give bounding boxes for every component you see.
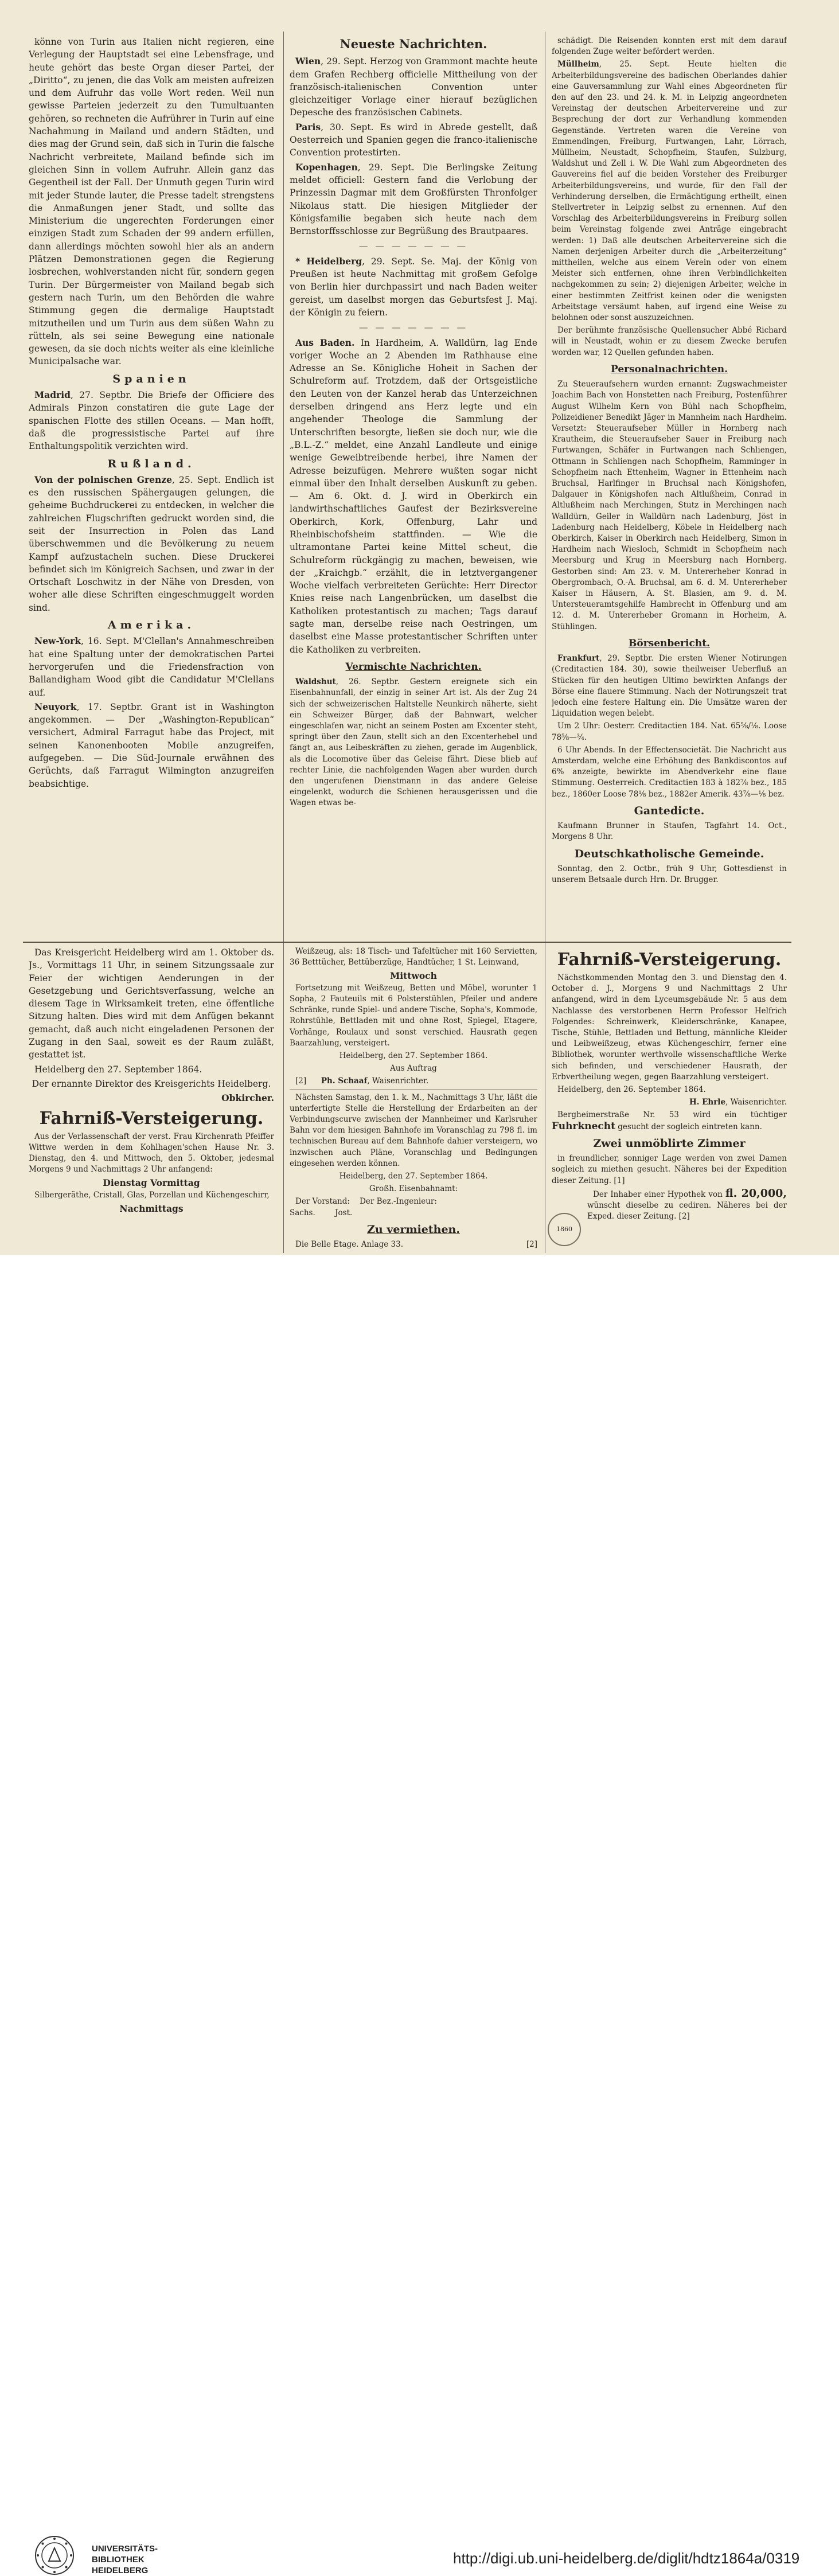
newyork-article-1: New-York, 16. Sept. M'Clellan's Annahmeschreiben hat eine Spaltung unter der demokratischen Partei hervorgerufen und die Friedensfraction von Ballandigham Wood gibt die Candidatur M'Clellans auf. xyxy=(29,635,274,698)
column-1 xyxy=(29,36,274,947)
gemeinde-text: Sonntag, den 2. Octbr., früh 9 Uhr, Gottesdienst in unserem Betsaale durch Hrn. Dr. Brugger. xyxy=(552,864,787,884)
quellensucher-article: Der berühmte französische Quellensucher Abbé Richard will in Neustadt, wohin er zu diesem Zwecke berufen worden war, 12 Quellen gefunden haben. xyxy=(552,326,787,357)
eisenbahn-signatures: Der Vorstand: Der Bez.-Ingenieur: Sachs. Jost. xyxy=(290,1197,437,1217)
kreisgericht-signer: Obkircher. xyxy=(221,1092,274,1104)
column-divider-1 xyxy=(283,32,284,949)
frankfurt-article: Frankfurt, 29. Septbr. Die ersten Wiener Notirungen (Creditactien 184. 30), sowie theilweiser Ueberfluß an Stücken für den heutigen Ultimo bewirkten Anfangs der Börse eine flauere Stimmung. Nach der Notirungszeit trat jedoch eine festere Haltung ein. Die Umsätze waren der Liquidation wegen belebt. xyxy=(552,654,787,719)
dienstag-items: Silbergeräthe, Cristall, Glas, Porzellan und Küchengeschirr, xyxy=(34,1190,270,1200)
column-2 xyxy=(290,36,537,950)
eisenbahn-date: Heidelberg, den 27. September 1864. xyxy=(339,1171,488,1181)
heading-amerika: Amerika. xyxy=(107,619,196,632)
vermiethen-text: Die Belle Etage. Anlage 33. [2] xyxy=(295,1240,537,1250)
heidelberg-article: * Heidelberg, 29. Sept. Se. Maj. der König von Preußen ist heute Nachmittag mit großem Gefolge von Berlin hier durchpassirt und nach Baden weiter gereist, um daselbst morgen das Geburtsfest J. Maj. der Königin zu feiern. xyxy=(290,255,537,318)
heading-gantedicte: Gantedicte. xyxy=(634,804,705,817)
footer xyxy=(0,1255,839,2575)
italy-article: könne von Turin aus Italien nicht regieren, eine Verlegung der Hauptstadt sei eine Lebensfrage, und heute gehört das beste Organ dieser Partei, der „Diritto“, zu jenen, die das Volk am meisten aufreizen und dem Aufruhr das volle Wort reden. Weil nun gewisse Parteien jederzeit zu den Tumultuanten gehören, so rechneten die Aufrührer in Turin auf eine Nachahmung in Mailand und andern Städten, und dies mag der Grund sein, daß sich in Turin die falsche Nachricht verbreitete, Mailand befinde sich im gleichen Sinn in vollem Aufruhr. Allein ganz das Gegentheil ist der Fall. Der Unmuth gegen Turin wird mit jeder Stunde lauter, die Presse tadelt strengstens die Anmaßungen jener Stadt, und sollte das Ministerium die ungerechten Forderungen einer einzigen Stadt zum Schaden der 99 andern erfüllen, dann allerdings möchten sowohl hier als an andern Plätzen Demonstrationen gegen die Regierung losbrechen, wohlverstanden nicht für, sondern gegen Turin. Der Bürgermeister von Mailand begab sich gestern nach Turin, um den Behörden die wahre Stimmung gegen die dermalige Hauptstadt mitzutheilen und um Turin aus dem süßen Wahn zu rütteln, als sei seine Bewegung eine nationale gewesen, da sie doch nichts weiter als eine kleinliche Municipalsache war. xyxy=(29,37,274,367)
heading-personalnachrichten: Personalnachrichten. xyxy=(611,363,728,375)
newyork-article-2: Neuyork, 17. Septbr. Grant ist in Washington angekommen. — Der „Washington-Republican“ versichert, Admiral Farragut habe das Project, mit seinen Kanonenbooten Mobile anzugreifen, aufgegeben. — Die Süd-Journale erwähnen des Gerüchts, daß Farragut Wilmington anzugreifen beabsichtige. xyxy=(29,701,274,789)
coin-stamp: 1860 xyxy=(548,1213,581,1246)
baden-article: Aus Baden. In Hardheim, A. Walldürn, lag Ende voriger Woche an 2 Abenden im Rathhause eine Adresse an Se. Königliche Hoheit in Sachen der Schulreform auf. Trotzdem, daß der Ortsgeistliche den Leuten von der Kanzel herab das Unterzeichnen derselben dringend ans Herz legte und ein angehender Theologe die Sammlung der Unterschriften besorgte, ließen sie doch nur, wie die „B.L.-Z.“ meldet, eine Anzahl Landleute und einige wenige Geweibtreibende herbei, ihre Namen der Adresse beizufügen. Mehrere wußten sogar nicht einmal über den Inhalt derselben Auskunft zu geben. — Am 6. Okt. d. J. wird in Oberkirch ein landwirthschaftliches Gaufest der Bezirksvereine Oberkirch, Kork, Offenburg, Lahr und Rheinbischofsheim stattfinden. — Wie die ultramontane Partei keine Mittel scheut, die Schulreform rückgängig zu machen, beweisen, wie der „Kraichgb.“ erzählt, die in letztvergangener Woche vielfach verbreiteten Gerüchte: Herr Director Knies reise nach Langenbrücken, um daselbst die Katholiken protestantisch zu machen; Tags darauf sagte man, derselbe reise nach Oestringen, um daselbst eine Masse protestantischer Schriften unter die Katholiken zu verbreiten. xyxy=(290,337,537,655)
gantedicte-text: Kaufmann Brunner in Staufen, Tagfahrt 14. Oct., Morgens 8 Uhr. xyxy=(552,821,787,842)
waldshut-article: Waldshut, 26. Septbr. Gestern ereignete sich ein Eisenbahnunfall, der einzig in seiner Art ist. Als der Zug 24 sich der schweizerischen Haltstelle Neunkirch näherte, sieht ein Schweizer Bürger, daß der Bahnwart, welcher eingeschlafen war, nicht an seinem Posten am Excenter steht, springt über den Zaun, stellt sich an den Excenterhebel und fängt an, aus Leibeskräften zu ziehen, gerade im Augenblick, als die Locomotive über das Geleise fährt. Diese blieb auf rechter Linie, die nachfolgenden Wagen aber wurden durch den ungerufenen Dienstmann in das andere Geleise eingelenkt, wodurch die Schienen herausgerissen und die Wagen etwas be- xyxy=(290,677,537,808)
heading-vermischte-nachrichten: Vermischte Nachrichten. xyxy=(345,661,482,673)
source-url[interactable]: http://digi.ub.uni-heidelberg.de/diglit/hdtz1864a/0319 xyxy=(453,2550,800,2567)
ehrle-date: Heidelberg, den 26. September 1864. xyxy=(557,1085,706,1095)
versteigerung-title-2: Fahrniß-Versteigerung. xyxy=(557,950,782,970)
kreisgericht-date: Heidelberg den 27. September 1864. xyxy=(34,1064,202,1075)
kreisgericht-signature: Der ernannte Direktor des Kreisgerichts Heidelberg. xyxy=(32,1078,271,1089)
newspaper-page xyxy=(0,0,839,1255)
ads-separator xyxy=(23,942,791,943)
library-name: UNIVERSITÄTS- BIBLIOTHEK HEIDELBERG xyxy=(92,2544,158,2575)
schaaf-date: Heidelberg, den 27. September 1864. xyxy=(339,1051,488,1060)
zimmer-heading: Zwei unmöblirte Zimmer xyxy=(593,1137,746,1150)
kreisgericht-ad: Das Kreisgericht Heidelberg wird am 1. Oktober ds. Js., Vormittags 11 Uhr, in seinem Sitzungssaale zur Feier der wichtigen Aenderungen in der Gesetzgebung und Gerichtsverfassung, welche an diesem Tage in Wirksamkeit treten, eine öffentliche Sitzung halten. Dies wird mit dem Anfügen bekannt gemacht, daß auch nicht eingeladenen Personen der Zugang in den Saal, soweit es der Raum zuläßt, gestattet ist. xyxy=(29,947,274,1060)
eisenbahn-ad: Nächsten Samstag, den 1. k. M., Nachmittags 3 Uhr, läßt die unterfertigte Stelle die Herstellung der Erdarbeiten an der Verbindungscurve zwischen der Mannheimer und Karlsruher Bahn vor dem hiesigen Bahnhofe im Voranschlag zu 798 fl. im technischen Bureau auf dem Bahnhofe dahier versteigern, wo inzwischen auch Pläne, Voranschlag und Bedingungen eingesehen werden können. xyxy=(290,1092,537,1168)
mittwoch-items: Fortsetzung mit Weißzeug, Betten und Möbel, worunter 1 Sopha, 2 Fauteuils mit 6 Polsterstühlen, Pfeiler und andere Schränke, runde Spiel- und andere Tische, Sopha's, Kommode, Rohrstühle, Bettladen mit und ohne Rost, Spiegel, Etagere, Vorhänge, Roulaux und sonst verschied. Hausrath gegen Baarzahlung, versteigert. xyxy=(290,983,537,1048)
eisenbahnamt: Großh. Eisenbahnamt: xyxy=(369,1184,458,1194)
heading-neueste-nachrichten: Neueste Nachrichten. xyxy=(339,37,487,51)
nachmittags-heading: Nachmittags xyxy=(119,1203,184,1214)
vermiethen-heading: Zu vermiethen. xyxy=(367,1223,460,1236)
wien-article: Wien, 29. Sept. Herzog von Grammont machte heute dem Grafen Rechberg officielle Mittheilung von der französisch-italienischen Convention unter gleichzeitiger Vorlage einer hierauf bezüglichen Depesche des französischen Cabinets. xyxy=(290,56,537,118)
weisszeug-list: Weißzeug, als: 18 Tisch- und Tafeltücher mit 160 Servietten, 36 Betttücher, Bettüberzüge, Handtücher, 1 St. Leinwand, xyxy=(290,947,537,967)
ads-divider-1 xyxy=(283,943,284,1253)
versteigerung-text-1: Aus der Verlassenschaft der verst. Frau Kirchenrath Pfeiffer Wittwe werden in dem Kohlhagen'schen Hause Nr. 3. Dienstag, den 4. und Mittwoch, den 5. Oktober, jedesmal Morgens 9 und Nachmittags 2 Uhr anfangend: xyxy=(29,1131,274,1174)
paris-article: Paris, 30. Sept. Es wird in Abrede gestellt, daß Oesterreich und Spanien gegen die franco-italienische Convention protestirten. xyxy=(290,121,537,158)
hypothek-ad: Der Inhaber einer Hypothek von fl. 20,000, wünscht dieselbe zu cediren. Näheres bei der Exped. dieser Zeitung. [2] xyxy=(587,1186,787,1221)
ads-column-1 xyxy=(29,946,274,1250)
zimmer-text: in freundlicher, sonniger Lage werden von zwei Damen sogleich zu miethen gesucht. Näheres bei der Expedition dieser Zeitung. [1] xyxy=(552,1154,787,1185)
heading-spanien: Spanien xyxy=(112,372,190,385)
divider: — — — — — — — xyxy=(358,322,469,333)
heading-russland: Rußland. xyxy=(107,457,196,470)
university-seal-icon xyxy=(34,2535,75,2575)
heading-deutschkatholische-gemeinde: Deutschkatholische Gemeinde. xyxy=(574,847,764,860)
boerse-6uhr: 6 Uhr Abends. In der Effectensocietät. Die Nachricht aus Amsterdam, welche eine Erhöhung des Bankdiscontos auf 6% anzeigte, bewirkte im Abendverkehr eine flaue Stimmung. Oesterreich. Creditactien 183 à 182⅞ bez., 185 bez., 1860er Loose 78⅛ bez., 1882er Amerik. 43⅞—⅛ bez. xyxy=(552,745,787,799)
schaaf-signature: [2] Ph. Schaaf, Waisenrichter. xyxy=(295,1076,429,1086)
ehrle-signature: H. Ehrle, Waisenrichter. xyxy=(689,1098,787,1107)
ads-column-3 xyxy=(552,946,787,1250)
column-3 xyxy=(552,36,787,950)
mittwoch-heading: Mittwoch xyxy=(390,970,437,982)
boerse-2uhr: Um 2 Uhr: Oesterr. Creditactien 184. Nat. 65⅝/⅛. Loose 78⅝—¾. xyxy=(552,721,787,742)
versteigerung-text-2: Nächstkommenden Montag den 3. und Dienstag den 4. October d. J., Morgens 9 und Nachmittags 2 Uhr anfangend, wird in dem Lyceumsgebäude Nr. 5 aus dem Nachlasse des verstorbenen Herrn Professor Helfrich Folgendes: Schreinwerk, Kleiderschränke, Kanapee, Tische, Stühle, Bettladen und Bettung, männliche Kleider und Leibweißzeug, etwas Küchengeschirr, ferner eine Bibliothek, worunter werthvolle wissenschaftliche Werke sich befinden, und verschiedener Hausrath, der Erbvertheilung wegen, gegen Baarzahlung versteigert. xyxy=(552,973,787,1082)
aus-auftrag: Aus Auftrag xyxy=(390,1064,437,1074)
heading-boersenbericht: Börsenbericht. xyxy=(628,637,710,649)
ads-column-2 xyxy=(290,946,537,1250)
personal-article: Zu Steueraufsehern wurden ernannt: Zugswachmeister Joachim Bach von Honstetten nach Freiburg, Postenführer August Wilhelm Kern von Bühl nach Schopfheim, Polizeidiener Benedikt Jäger in Mannheim nach Hardheim. Versetzt: Steueraufseher Müller in Hornberg nach Krautheim, die Steueraufseher Sauer in Freiburg nach Furtwangen, Schäfer in Furtwangen nach Schliengen, Ottmann in Schliengen nach Schopfheim, Ramminger in Schopfheim nach Ettenheim, Wagner in Ettenheim nach Bruchsal, Harlfinger in Bruchsal nach Königshofen, Dalgauer in Königshofen nach Altlußheim, Conrad in Altlußheim nach Merchingen, Stutz in Merchingen nach Walldürn, Geiler in Walldürn nach Ladenburg, Jöst in Ladenburg nach Heidelberg, Köbele in Heidelberg nach Oberkirch, Kaiser in Oberkirch nach Heidelberg, Simon in Hardheim nach Wiesloch, Schmidt in Schopfheim nach Meersburg und Krug in Meersburg nach Hornberg. Gestorben sind: Am 23. v. M. Untererheber Konrad in Obergrombach, O.-A. Bruchsal, am 6. d. M. Untererheber Kaiser in Häusern, A. St. Blasien, am 9. d. M. Untersteueramtsgehilfe Hambrecht in Offenburg und am 12. d. M. Untererheber Gromann in Horheim, A. Stühlingen. xyxy=(552,380,787,631)
polen-article: Von der polnischen Grenze, 25. Sept. Endlich ist es den russischen Spähergaugen gelungen, die geheime Buchdruckerei zu entdecken, in welcher die zahlreichen Flugschriften gedruckt worden sind, die seit der Insurrection in Polen das Land überschwemmen und die Bevölkerung zu neuem Kampf aufzustacheln suchen. Diese Druckerei befindet sich im Königreich Sachsen, und zwar in der Ortschaft Loschwitz in der Nähe von Dresden, von woher alle diese Schriften eingeschmuggelt worden sind. xyxy=(29,474,274,613)
dienstag-heading: Dienstag Vormittag xyxy=(103,1177,200,1189)
kopenhagen-article: Kopenhagen, 29. Sept. Die Berlingske Zeitung meldet officiell: Gestern fand die Verlobung der Prinzessin Dagmar mit dem Großfürsten Thronfolger Nikolaus statt. Die hiesigen Mitglieder der Königsfamilie begaben sich heute nach dem Bernstorffsschlosse zur Begrüßung des Brautpaares. xyxy=(290,161,537,237)
muellheim-article: Müllheim, 25. Sept. Heute hielten die Arbeiterbildungsvereine des badischen Oberlandes dahier eine Gauversammlung zur Wahl eines Abgeordneten für den auf den 23. und 24. k. M. in Leipzig angeordneten Vereinstag der deutschen Arbeitervereine und zur Besprechung der dort zur Verhandlung kommenden Gegenstände. Vertreten waren die Vereine von Emmendingen, Freiburg, Furtwangen, Lahr, Lörrach, Müllheim, Neustadt, Schopfheim, Staufen, Sulzburg, Waldshut und Zell i. W. Die Wahl zum Abgeordneten des Gauvereins fiel auf die beiden Vorsteher des Freiburger Arbeiterbildungsvereins, und wurde, für den Fall der Verhinderung derselben, die Ermächtigung ertheilt, einen Stellvertreter in Leipzig selbst zu ernennen. Auf den Vorschlag des Arbeiterbildungsvereins in Freiburg sollen beim Vereinstag folgende zwei Anträge eingebracht werden: 1) Daß alle deutschen Arbeitervereine sich die Namen derjenigen Arbeiter durch die „Arbeiterzeitung“ mittheilen, welche aus einem Verein oder von einem Meister sich entfernen, ohne ihren Verbindlichkeiten nachgekommen zu sein; 2) diejenigen Arbeiter, welche in einer bestimmten Zeitfrist keinen oder die wenigsten Arbeitstage versäumt haben, auf irgend eine Weise zu belohnen oder sonst auszuzeichnen. xyxy=(552,60,787,323)
madrid-article: Madrid, 27. Septbr. Die Briefe der Officiere des Admirals Pinzon constatiren die gute Lage der spanischen Flotte des stillen Oceans. — Man hofft, daß die progressistische Partei auf ihre Enthaltungspolitik verzichten wird. xyxy=(29,389,274,452)
divider: — — — — — — — xyxy=(358,241,469,252)
waldshut-continued: schädigt. Die Reisenden konnten erst mit dem darauf folgenden Zuge weiter befördert werden. xyxy=(552,36,787,57)
fuhrknecht-ad: Bergheimerstraße Nr. 53 wird ein tüchtiger Fuhrknecht gesucht der sogleich eintreten kann. xyxy=(552,1110,787,1132)
versteigerung-title-1: Fahrniß-Versteigerung. xyxy=(39,1108,264,1129)
